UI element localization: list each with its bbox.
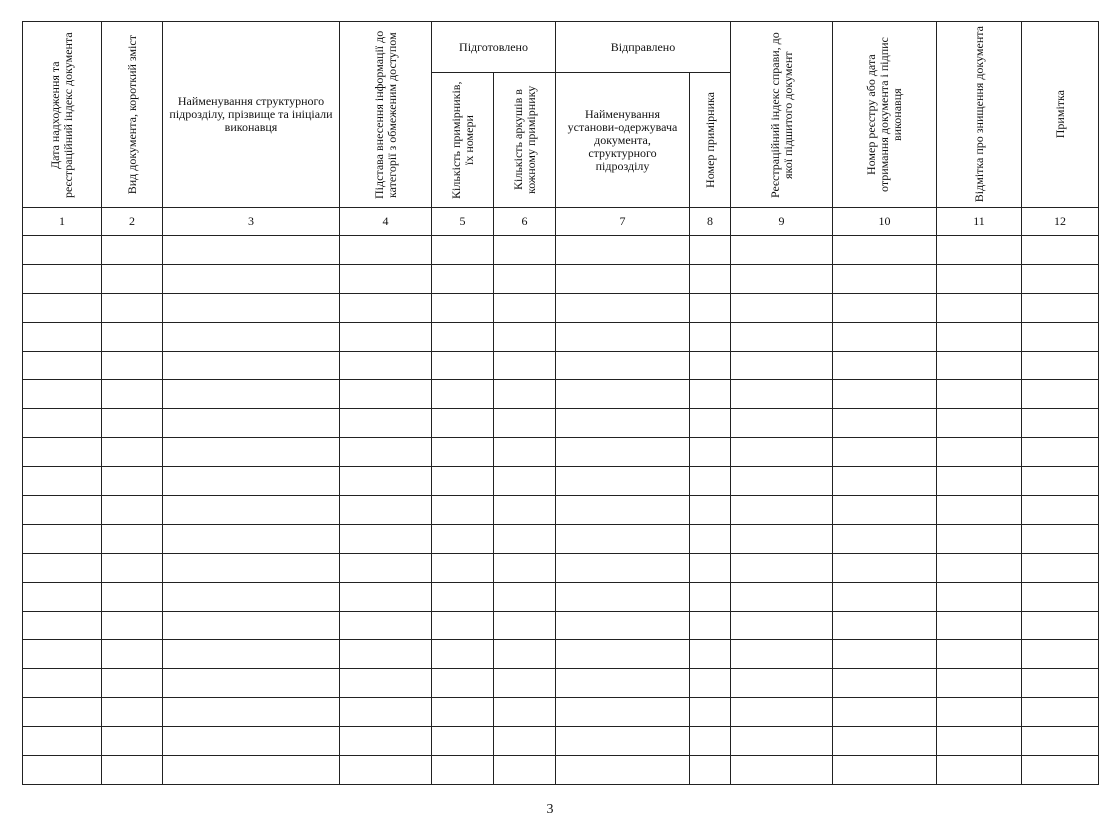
table-cell bbox=[556, 756, 690, 785]
table-row bbox=[23, 496, 1099, 525]
table-row bbox=[23, 351, 1099, 380]
table-cell bbox=[494, 351, 556, 380]
table-cell bbox=[937, 727, 1022, 756]
table-cell bbox=[833, 351, 937, 380]
register-table bbox=[22, 21, 1099, 785]
table-cell bbox=[163, 611, 340, 640]
table-cell bbox=[163, 438, 340, 467]
table-cell bbox=[556, 380, 690, 409]
table-cell bbox=[23, 264, 102, 293]
header-cell-8 bbox=[690, 73, 731, 208]
header-group-sent bbox=[556, 22, 731, 73]
table-cell bbox=[340, 640, 432, 669]
table-row bbox=[23, 698, 1099, 727]
table-cell bbox=[937, 351, 1022, 380]
table-cell bbox=[432, 669, 494, 698]
table-cell bbox=[340, 669, 432, 698]
header-copy-number: Номер примірника bbox=[702, 92, 717, 188]
table-cell bbox=[556, 293, 690, 322]
table-cell bbox=[731, 727, 833, 756]
table-cell bbox=[163, 524, 340, 553]
table-cell bbox=[23, 467, 102, 496]
table-cell bbox=[1022, 553, 1099, 582]
table-cell bbox=[731, 496, 833, 525]
table-cell bbox=[1022, 351, 1099, 380]
table-cell bbox=[432, 582, 494, 611]
header-destruction-mark: Відмітка про знищення документа bbox=[971, 26, 986, 203]
table-cell bbox=[340, 264, 432, 293]
table-cell bbox=[494, 669, 556, 698]
table-cell bbox=[690, 409, 731, 438]
table-cell bbox=[690, 351, 731, 380]
table-cell bbox=[1022, 380, 1099, 409]
table-cell bbox=[1022, 611, 1099, 640]
column-number-row bbox=[23, 208, 1099, 236]
table-cell bbox=[1022, 698, 1099, 727]
column-number: 2 bbox=[102, 208, 163, 236]
table-cell bbox=[833, 264, 937, 293]
table-cell bbox=[731, 380, 833, 409]
table-cell bbox=[23, 640, 102, 669]
table-row bbox=[23, 322, 1099, 351]
header-cell-11 bbox=[937, 22, 1022, 208]
table-cell bbox=[731, 582, 833, 611]
table-cell bbox=[494, 236, 556, 265]
table-cell bbox=[1022, 582, 1099, 611]
table-cell bbox=[731, 236, 833, 265]
table-cell bbox=[690, 524, 731, 553]
table-cell bbox=[1022, 236, 1099, 265]
table-cell bbox=[340, 698, 432, 727]
table-cell bbox=[432, 496, 494, 525]
header-cell-12 bbox=[1022, 22, 1099, 208]
table-cell bbox=[690, 293, 731, 322]
table-cell bbox=[1022, 496, 1099, 525]
table-cell bbox=[833, 496, 937, 525]
table-cell bbox=[690, 553, 731, 582]
table-cell bbox=[432, 553, 494, 582]
table-cell bbox=[102, 380, 163, 409]
table-cell bbox=[556, 582, 690, 611]
table-cell bbox=[102, 496, 163, 525]
table-row bbox=[23, 467, 1099, 496]
table-cell bbox=[23, 698, 102, 727]
table-cell bbox=[556, 669, 690, 698]
column-number: 10 bbox=[833, 208, 937, 236]
table-cell bbox=[163, 496, 340, 525]
table-cell bbox=[432, 727, 494, 756]
table-cell bbox=[23, 524, 102, 553]
table-cell bbox=[432, 264, 494, 293]
table-cell bbox=[937, 236, 1022, 265]
table-cell bbox=[690, 669, 731, 698]
table-cell bbox=[731, 467, 833, 496]
table-cell bbox=[556, 467, 690, 496]
table-cell bbox=[163, 409, 340, 438]
table-cell bbox=[494, 409, 556, 438]
table-cell bbox=[731, 264, 833, 293]
table-cell bbox=[102, 409, 163, 438]
table-cell bbox=[937, 553, 1022, 582]
table-cell bbox=[340, 756, 432, 785]
table-row bbox=[23, 640, 1099, 669]
table-cell bbox=[23, 438, 102, 467]
table-cell bbox=[731, 669, 833, 698]
header-cell-10 bbox=[833, 22, 937, 208]
table-row bbox=[23, 236, 1099, 265]
table-cell bbox=[833, 467, 937, 496]
table-cell bbox=[163, 553, 340, 582]
table-cell bbox=[556, 236, 690, 265]
table-cell bbox=[102, 553, 163, 582]
table-cell bbox=[340, 322, 432, 351]
table-cell bbox=[1022, 727, 1099, 756]
table-cell bbox=[690, 438, 731, 467]
header-recipient: Найменування установи-одержувача документа, структурного підрозділу bbox=[567, 106, 678, 173]
table-cell bbox=[23, 236, 102, 265]
table-cell bbox=[937, 496, 1022, 525]
table-cell bbox=[102, 293, 163, 322]
table-cell bbox=[163, 756, 340, 785]
table-cell bbox=[102, 698, 163, 727]
table-cell bbox=[494, 611, 556, 640]
table-row bbox=[23, 380, 1099, 409]
table-cell bbox=[102, 322, 163, 351]
header-cell-6 bbox=[494, 73, 556, 208]
table-cell bbox=[556, 698, 690, 727]
table-cell bbox=[432, 293, 494, 322]
table-cell bbox=[23, 727, 102, 756]
table-cell bbox=[494, 438, 556, 467]
table-cell bbox=[163, 322, 340, 351]
header-row-top bbox=[23, 22, 1099, 73]
table-body bbox=[23, 236, 1099, 785]
table-cell bbox=[102, 582, 163, 611]
table-cell bbox=[23, 293, 102, 322]
table-cell bbox=[23, 553, 102, 582]
table-cell bbox=[340, 438, 432, 467]
table-cell bbox=[102, 236, 163, 265]
table-row bbox=[23, 582, 1099, 611]
table-cell bbox=[833, 438, 937, 467]
table-cell bbox=[833, 611, 937, 640]
column-number: 9 bbox=[731, 208, 833, 236]
table-cell bbox=[833, 236, 937, 265]
table-cell bbox=[937, 322, 1022, 351]
table-row bbox=[23, 727, 1099, 756]
table-cell bbox=[23, 756, 102, 785]
table-cell bbox=[833, 524, 937, 553]
table-cell bbox=[340, 727, 432, 756]
table-cell bbox=[556, 727, 690, 756]
table-cell bbox=[556, 409, 690, 438]
table-cell bbox=[833, 756, 937, 785]
table-cell bbox=[556, 496, 690, 525]
table-cell bbox=[494, 380, 556, 409]
table-cell bbox=[23, 351, 102, 380]
table-row bbox=[23, 669, 1099, 698]
table-cell bbox=[937, 438, 1022, 467]
table-cell bbox=[23, 611, 102, 640]
table-cell bbox=[23, 380, 102, 409]
table-cell bbox=[731, 293, 833, 322]
column-number: 3 bbox=[163, 208, 340, 236]
table-cell bbox=[731, 351, 833, 380]
header-registry-number: Номер реєстру або дата отримання документа і підпис виконавця bbox=[864, 37, 904, 192]
table-cell bbox=[833, 322, 937, 351]
table-cell bbox=[494, 322, 556, 351]
table-cell bbox=[494, 496, 556, 525]
table-cell bbox=[556, 438, 690, 467]
table-cell bbox=[432, 524, 494, 553]
table-cell bbox=[163, 351, 340, 380]
table-cell bbox=[833, 698, 937, 727]
table-cell bbox=[690, 582, 731, 611]
table-cell bbox=[102, 611, 163, 640]
table-cell bbox=[731, 756, 833, 785]
header-note: Примітка bbox=[1052, 90, 1067, 139]
table-cell bbox=[1022, 756, 1099, 785]
table-cell bbox=[494, 640, 556, 669]
table-cell bbox=[494, 727, 556, 756]
table-cell bbox=[432, 467, 494, 496]
table-cell bbox=[102, 264, 163, 293]
table-cell bbox=[833, 293, 937, 322]
header-case-index: Реєстраційний індекс справи, до якої підшитого документ bbox=[767, 31, 795, 198]
table-row bbox=[23, 293, 1099, 322]
table-cell bbox=[937, 524, 1022, 553]
table-cell bbox=[163, 264, 340, 293]
header-cell-4 bbox=[340, 22, 432, 208]
table-cell bbox=[833, 409, 937, 438]
table-cell bbox=[23, 496, 102, 525]
table-cell bbox=[833, 640, 937, 669]
table-cell bbox=[690, 496, 731, 525]
table-cell bbox=[556, 264, 690, 293]
header-basis: Підстава внесення інформації до категорії з обмеженим доступом bbox=[371, 30, 399, 199]
table-cell bbox=[102, 351, 163, 380]
table-cell bbox=[23, 669, 102, 698]
column-number: 5 bbox=[432, 208, 494, 236]
table-cell bbox=[432, 698, 494, 727]
table-row bbox=[23, 524, 1099, 553]
table-cell bbox=[102, 756, 163, 785]
header-cell-5 bbox=[432, 73, 494, 208]
table-cell bbox=[163, 380, 340, 409]
table-cell bbox=[833, 669, 937, 698]
table-cell bbox=[937, 264, 1022, 293]
header-cell-9 bbox=[731, 22, 833, 208]
table-cell bbox=[494, 293, 556, 322]
table-row bbox=[23, 553, 1099, 582]
table-row bbox=[23, 756, 1099, 785]
table-row bbox=[23, 611, 1099, 640]
table-cell bbox=[690, 611, 731, 640]
table-cell bbox=[1022, 669, 1099, 698]
table-cell bbox=[833, 380, 937, 409]
table-cell bbox=[1022, 264, 1099, 293]
table-cell bbox=[1022, 322, 1099, 351]
table-cell bbox=[556, 351, 690, 380]
table-cell bbox=[833, 553, 937, 582]
table-cell bbox=[1022, 293, 1099, 322]
table-cell bbox=[163, 698, 340, 727]
table-cell bbox=[163, 236, 340, 265]
column-number: 1 bbox=[23, 208, 102, 236]
table-cell bbox=[690, 727, 731, 756]
header-department: Найменування структурного підрозділу, прізвище та ініціали виконавця bbox=[169, 94, 333, 134]
table-cell bbox=[937, 669, 1022, 698]
table-cell bbox=[340, 236, 432, 265]
table-cell bbox=[340, 351, 432, 380]
table-cell bbox=[163, 467, 340, 496]
table-cell bbox=[731, 611, 833, 640]
table-cell bbox=[23, 322, 102, 351]
table-cell bbox=[432, 438, 494, 467]
table-cell bbox=[102, 524, 163, 553]
column-number: 6 bbox=[494, 208, 556, 236]
header-date-index: Дата надходження та реєстраційний індекс документа bbox=[48, 31, 75, 198]
table-cell bbox=[163, 582, 340, 611]
table-cell bbox=[163, 640, 340, 669]
table-cell bbox=[494, 582, 556, 611]
header-sheets-count: Кількість аркушів в кожному примірнику bbox=[510, 85, 538, 195]
table-cell bbox=[340, 409, 432, 438]
table-cell bbox=[494, 698, 556, 727]
table-cell bbox=[1022, 640, 1099, 669]
table-cell bbox=[432, 409, 494, 438]
table-cell bbox=[340, 553, 432, 582]
table-cell bbox=[494, 524, 556, 553]
table-cell bbox=[690, 264, 731, 293]
table-cell bbox=[937, 380, 1022, 409]
table-cell bbox=[556, 611, 690, 640]
table-cell bbox=[731, 409, 833, 438]
table-cell bbox=[690, 236, 731, 265]
table-cell bbox=[432, 640, 494, 669]
column-number: 4 bbox=[340, 208, 432, 236]
table-cell bbox=[340, 611, 432, 640]
table-cell bbox=[23, 409, 102, 438]
table-cell bbox=[163, 727, 340, 756]
column-number: 11 bbox=[937, 208, 1022, 236]
header-doc-type: Вид документа, короткий зміст bbox=[124, 34, 139, 195]
table-cell bbox=[937, 611, 1022, 640]
table-cell bbox=[937, 582, 1022, 611]
table-cell bbox=[340, 293, 432, 322]
table-cell bbox=[494, 467, 556, 496]
header-cell-3 bbox=[163, 22, 340, 208]
table-cell bbox=[937, 698, 1022, 727]
table-cell bbox=[102, 640, 163, 669]
table-cell bbox=[937, 756, 1022, 785]
table-cell bbox=[23, 582, 102, 611]
header-prepared-label: Підготовлено bbox=[459, 39, 528, 54]
table-cell bbox=[690, 640, 731, 669]
table-cell bbox=[690, 756, 731, 785]
table-cell bbox=[1022, 409, 1099, 438]
header-group-prepared bbox=[432, 22, 556, 73]
column-number: 7 bbox=[556, 208, 690, 236]
table-cell bbox=[163, 293, 340, 322]
table-cell bbox=[937, 467, 1022, 496]
table-cell bbox=[340, 496, 432, 525]
table-cell bbox=[494, 264, 556, 293]
table-cell bbox=[102, 438, 163, 467]
header-sent-label: Відправлено bbox=[610, 39, 676, 54]
header-cell-2 bbox=[102, 22, 163, 208]
table-cell bbox=[1022, 438, 1099, 467]
table-cell bbox=[731, 524, 833, 553]
table-cell bbox=[937, 640, 1022, 669]
table-row bbox=[23, 438, 1099, 467]
page-number: 3 bbox=[546, 802, 554, 817]
table-cell bbox=[432, 611, 494, 640]
table-cell bbox=[432, 322, 494, 351]
table-cell bbox=[494, 756, 556, 785]
table-cell bbox=[432, 351, 494, 380]
table-cell bbox=[833, 582, 937, 611]
table-cell bbox=[556, 553, 690, 582]
table-cell bbox=[163, 669, 340, 698]
table-cell bbox=[731, 438, 833, 467]
table-cell bbox=[102, 669, 163, 698]
table-cell bbox=[102, 467, 163, 496]
table-cell bbox=[690, 322, 731, 351]
table-cell bbox=[340, 582, 432, 611]
table-cell bbox=[340, 380, 432, 409]
table-cell bbox=[102, 727, 163, 756]
table-cell bbox=[690, 467, 731, 496]
table-cell bbox=[937, 293, 1022, 322]
table-cell bbox=[1022, 467, 1099, 496]
table-cell bbox=[731, 553, 833, 582]
table-cell bbox=[556, 524, 690, 553]
table-cell bbox=[731, 698, 833, 727]
table-cell bbox=[690, 380, 731, 409]
header-cell-7 bbox=[556, 73, 690, 208]
table-cell bbox=[432, 756, 494, 785]
table-cell bbox=[937, 409, 1022, 438]
table-cell bbox=[833, 727, 937, 756]
table-cell bbox=[432, 380, 494, 409]
table-row bbox=[23, 409, 1099, 438]
header-cell-1 bbox=[23, 22, 102, 208]
table-cell bbox=[1022, 524, 1099, 553]
column-number: 8 bbox=[690, 208, 731, 236]
column-number: 12 bbox=[1022, 208, 1099, 236]
table-cell bbox=[731, 322, 833, 351]
table-cell bbox=[690, 698, 731, 727]
table-cell bbox=[556, 322, 690, 351]
table-cell bbox=[340, 467, 432, 496]
header-copies-count: Кількість примірників, їх номери bbox=[448, 81, 476, 199]
table-cell bbox=[494, 553, 556, 582]
table-cell bbox=[731, 640, 833, 669]
table-cell bbox=[556, 640, 690, 669]
table-cell bbox=[432, 236, 494, 265]
table-cell bbox=[340, 524, 432, 553]
table-row bbox=[23, 264, 1099, 293]
